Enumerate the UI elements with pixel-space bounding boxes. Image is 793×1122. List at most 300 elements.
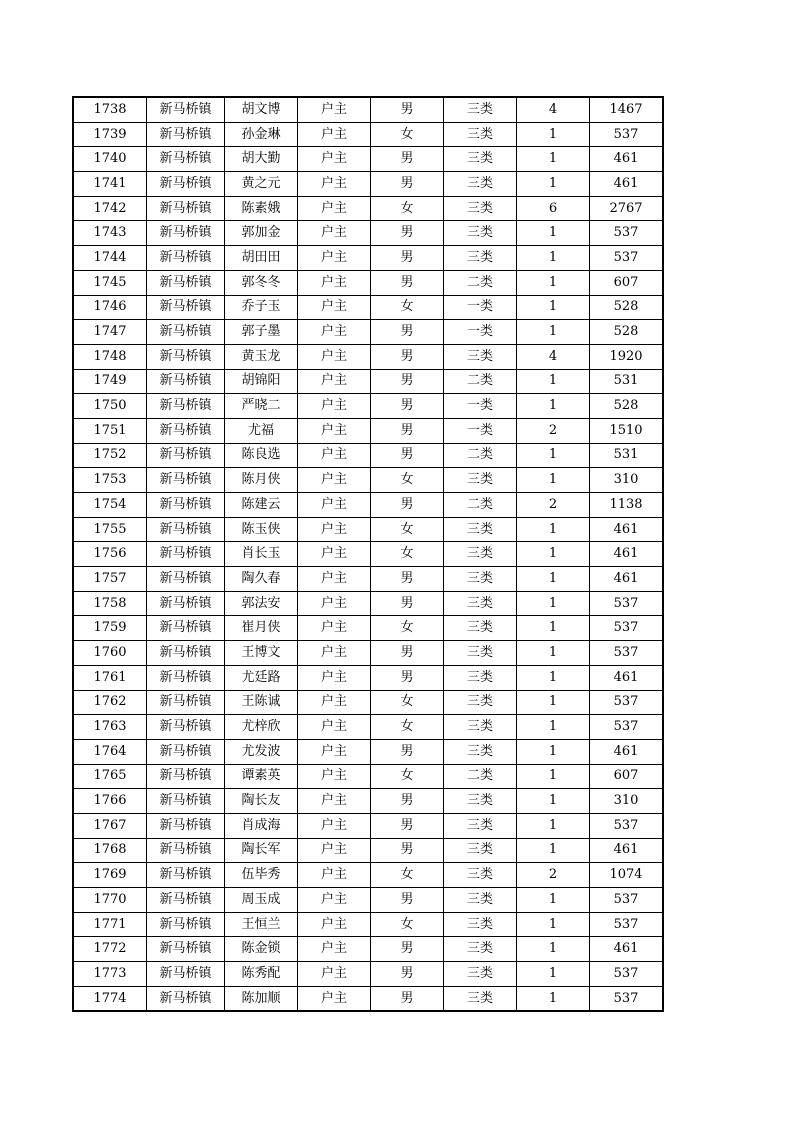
category-cell: 三类 xyxy=(444,221,517,246)
row-number-cell: 1747 xyxy=(73,320,147,345)
town-cell: 新马桥镇 xyxy=(147,97,225,122)
amount-cell: 531 xyxy=(590,443,664,468)
gender-cell: 男 xyxy=(371,443,444,468)
gender-cell: 女 xyxy=(371,122,444,147)
table-row xyxy=(73,715,663,740)
table-row xyxy=(73,394,663,419)
table-row xyxy=(73,739,663,764)
table-row xyxy=(73,221,663,246)
town-cell: 新马桥镇 xyxy=(147,394,225,419)
row-number-cell: 1738 xyxy=(73,97,147,122)
category-cell: 一类 xyxy=(444,418,517,443)
amount-cell: 461 xyxy=(590,147,664,172)
household-size-cell: 1 xyxy=(517,813,590,838)
table-row xyxy=(73,863,663,888)
gender-cell: 男 xyxy=(371,344,444,369)
relation-cell: 户主 xyxy=(298,172,371,197)
row-number-cell: 1768 xyxy=(73,838,147,863)
amount-cell: 1074 xyxy=(590,863,664,888)
gender-cell: 男 xyxy=(371,493,444,518)
relation-cell: 户主 xyxy=(298,320,371,345)
town-cell: 新马桥镇 xyxy=(147,813,225,838)
row-number-cell: 1758 xyxy=(73,591,147,616)
relation-cell: 户主 xyxy=(298,986,371,1011)
row-number-cell: 1772 xyxy=(73,937,147,962)
gender-cell: 男 xyxy=(371,838,444,863)
row-number-cell: 1753 xyxy=(73,468,147,493)
relation-cell: 户主 xyxy=(298,196,371,221)
category-cell: 三类 xyxy=(444,789,517,814)
row-number-cell: 1743 xyxy=(73,221,147,246)
row-number-cell: 1746 xyxy=(73,295,147,320)
gender-cell: 男 xyxy=(371,937,444,962)
town-cell: 新马桥镇 xyxy=(147,295,225,320)
amount-cell: 461 xyxy=(590,739,664,764)
relation-cell: 户主 xyxy=(298,344,371,369)
amount-cell: 537 xyxy=(590,246,664,271)
household-size-cell: 1 xyxy=(517,764,590,789)
row-number-cell: 1750 xyxy=(73,394,147,419)
name-cell: 郭加金 xyxy=(225,221,298,246)
relation-cell: 户主 xyxy=(298,813,371,838)
row-number-cell: 1754 xyxy=(73,493,147,518)
relation-cell: 户主 xyxy=(298,690,371,715)
town-cell: 新马桥镇 xyxy=(147,517,225,542)
table-row xyxy=(73,665,663,690)
town-cell: 新马桥镇 xyxy=(147,616,225,641)
category-cell: 三类 xyxy=(444,888,517,913)
relation-cell: 户主 xyxy=(298,715,371,740)
category-cell: 三类 xyxy=(444,542,517,567)
household-size-cell: 2 xyxy=(517,493,590,518)
household-size-cell: 1 xyxy=(517,739,590,764)
town-cell: 新马桥镇 xyxy=(147,443,225,468)
name-cell: 黄玉龙 xyxy=(225,344,298,369)
relation-cell: 户主 xyxy=(298,863,371,888)
town-cell: 新马桥镇 xyxy=(147,665,225,690)
amount-cell: 1138 xyxy=(590,493,664,518)
gender-cell: 男 xyxy=(371,986,444,1011)
table-row xyxy=(73,690,663,715)
category-cell: 三类 xyxy=(444,715,517,740)
category-cell: 一类 xyxy=(444,394,517,419)
name-cell: 郭法安 xyxy=(225,591,298,616)
gender-cell: 女 xyxy=(371,542,444,567)
name-cell: 尤福 xyxy=(225,418,298,443)
name-cell: 陈金锁 xyxy=(225,937,298,962)
table-row xyxy=(73,468,663,493)
amount-cell: 537 xyxy=(590,986,664,1011)
relation-cell: 户主 xyxy=(298,591,371,616)
name-cell: 胡锦阳 xyxy=(225,369,298,394)
relation-cell: 户主 xyxy=(298,764,371,789)
household-size-cell: 2 xyxy=(517,418,590,443)
household-size-cell: 1 xyxy=(517,567,590,592)
table-row xyxy=(73,641,663,666)
table-row xyxy=(73,838,663,863)
table-row xyxy=(73,320,663,345)
town-cell: 新马桥镇 xyxy=(147,567,225,592)
town-cell: 新马桥镇 xyxy=(147,641,225,666)
relation-cell: 户主 xyxy=(298,295,371,320)
relation-cell: 户主 xyxy=(298,641,371,666)
name-cell: 黄之元 xyxy=(225,172,298,197)
town-cell: 新马桥镇 xyxy=(147,369,225,394)
household-size-cell: 1 xyxy=(517,937,590,962)
category-cell: 三类 xyxy=(444,468,517,493)
table-row xyxy=(73,591,663,616)
category-cell: 三类 xyxy=(444,813,517,838)
household-size-cell: 4 xyxy=(517,344,590,369)
amount-cell: 537 xyxy=(590,641,664,666)
table-row xyxy=(73,888,663,913)
category-cell: 二类 xyxy=(444,493,517,518)
town-cell: 新马桥镇 xyxy=(147,986,225,1011)
gender-cell: 女 xyxy=(371,863,444,888)
gender-cell: 男 xyxy=(371,641,444,666)
amount-cell: 528 xyxy=(590,394,664,419)
relation-cell: 户主 xyxy=(298,888,371,913)
household-size-cell: 1 xyxy=(517,295,590,320)
relation-cell: 户主 xyxy=(298,739,371,764)
amount-cell: 537 xyxy=(590,715,664,740)
row-number-cell: 1773 xyxy=(73,962,147,987)
relation-cell: 户主 xyxy=(298,246,371,271)
household-size-cell: 1 xyxy=(517,641,590,666)
town-cell: 新马桥镇 xyxy=(147,764,225,789)
table-row xyxy=(73,986,663,1011)
household-size-cell: 1 xyxy=(517,888,590,913)
name-cell: 乔子玉 xyxy=(225,295,298,320)
gender-cell: 男 xyxy=(371,665,444,690)
row-number-cell: 1771 xyxy=(73,912,147,937)
name-cell: 陶长友 xyxy=(225,789,298,814)
category-cell: 三类 xyxy=(444,196,517,221)
relation-cell: 户主 xyxy=(298,517,371,542)
name-cell: 周玉成 xyxy=(225,888,298,913)
amount-cell: 461 xyxy=(590,665,664,690)
gender-cell: 男 xyxy=(371,147,444,172)
name-cell: 尤廷路 xyxy=(225,665,298,690)
row-number-cell: 1763 xyxy=(73,715,147,740)
relation-cell: 户主 xyxy=(298,616,371,641)
town-cell: 新马桥镇 xyxy=(147,320,225,345)
name-cell: 王陈诚 xyxy=(225,690,298,715)
town-cell: 新马桥镇 xyxy=(147,172,225,197)
row-number-cell: 1774 xyxy=(73,986,147,1011)
row-number-cell: 1751 xyxy=(73,418,147,443)
table-row xyxy=(73,542,663,567)
town-cell: 新马桥镇 xyxy=(147,789,225,814)
name-cell: 谭素英 xyxy=(225,764,298,789)
row-number-cell: 1749 xyxy=(73,369,147,394)
gender-cell: 男 xyxy=(371,813,444,838)
town-cell: 新马桥镇 xyxy=(147,246,225,271)
town-cell: 新马桥镇 xyxy=(147,196,225,221)
category-cell: 一类 xyxy=(444,295,517,320)
amount-cell: 537 xyxy=(590,888,664,913)
table-row xyxy=(73,616,663,641)
household-table xyxy=(72,96,664,1012)
category-cell: 三类 xyxy=(444,172,517,197)
category-cell: 三类 xyxy=(444,567,517,592)
category-cell: 三类 xyxy=(444,591,517,616)
relation-cell: 户主 xyxy=(298,838,371,863)
household-size-cell: 1 xyxy=(517,270,590,295)
category-cell: 三类 xyxy=(444,147,517,172)
household-size-cell: 1 xyxy=(517,246,590,271)
row-number-cell: 1752 xyxy=(73,443,147,468)
relation-cell: 户主 xyxy=(298,542,371,567)
table-row xyxy=(73,418,663,443)
household-size-cell: 1 xyxy=(517,369,590,394)
amount-cell: 531 xyxy=(590,369,664,394)
household-size-cell: 1 xyxy=(517,320,590,345)
name-cell: 郭冬冬 xyxy=(225,270,298,295)
relation-cell: 户主 xyxy=(298,270,371,295)
name-cell: 崔月侠 xyxy=(225,616,298,641)
town-cell: 新马桥镇 xyxy=(147,912,225,937)
town-cell: 新马桥镇 xyxy=(147,937,225,962)
category-cell: 三类 xyxy=(444,912,517,937)
row-number-cell: 1769 xyxy=(73,863,147,888)
household-size-cell: 1 xyxy=(517,665,590,690)
household-size-cell: 1 xyxy=(517,912,590,937)
amount-cell: 537 xyxy=(590,122,664,147)
gender-cell: 男 xyxy=(371,369,444,394)
amount-cell: 537 xyxy=(590,591,664,616)
household-size-cell: 1 xyxy=(517,789,590,814)
row-number-cell: 1770 xyxy=(73,888,147,913)
amount-cell: 607 xyxy=(590,270,664,295)
name-cell: 陈玉侠 xyxy=(225,517,298,542)
name-cell: 严晓二 xyxy=(225,394,298,419)
row-number-cell: 1757 xyxy=(73,567,147,592)
town-cell: 新马桥镇 xyxy=(147,122,225,147)
town-cell: 新马桥镇 xyxy=(147,838,225,863)
town-cell: 新马桥镇 xyxy=(147,962,225,987)
household-size-cell: 1 xyxy=(517,172,590,197)
name-cell: 陈良选 xyxy=(225,443,298,468)
town-cell: 新马桥镇 xyxy=(147,888,225,913)
amount-cell: 461 xyxy=(590,542,664,567)
table-row xyxy=(73,493,663,518)
gender-cell: 男 xyxy=(371,221,444,246)
relation-cell: 户主 xyxy=(298,221,371,246)
household-size-cell: 1 xyxy=(517,443,590,468)
town-cell: 新马桥镇 xyxy=(147,591,225,616)
household-size-cell: 4 xyxy=(517,97,590,122)
gender-cell: 女 xyxy=(371,517,444,542)
amount-cell: 537 xyxy=(590,912,664,937)
category-cell: 三类 xyxy=(444,246,517,271)
table-row xyxy=(73,813,663,838)
relation-cell: 户主 xyxy=(298,369,371,394)
row-number-cell: 1741 xyxy=(73,172,147,197)
household-size-cell: 1 xyxy=(517,715,590,740)
category-cell: 三类 xyxy=(444,665,517,690)
amount-cell: 461 xyxy=(590,937,664,962)
category-cell: 二类 xyxy=(444,369,517,394)
name-cell: 孙金琳 xyxy=(225,122,298,147)
household-size-cell: 1 xyxy=(517,147,590,172)
amount-cell: 461 xyxy=(590,838,664,863)
amount-cell: 537 xyxy=(590,221,664,246)
gender-cell: 女 xyxy=(371,764,444,789)
row-number-cell: 1764 xyxy=(73,739,147,764)
row-number-cell: 1739 xyxy=(73,122,147,147)
row-number-cell: 1755 xyxy=(73,517,147,542)
amount-cell: 537 xyxy=(590,616,664,641)
town-cell: 新马桥镇 xyxy=(147,863,225,888)
household-size-cell: 1 xyxy=(517,690,590,715)
name-cell: 伍毕秀 xyxy=(225,863,298,888)
table-row xyxy=(73,295,663,320)
amount-cell: 537 xyxy=(590,813,664,838)
category-cell: 二类 xyxy=(444,270,517,295)
name-cell: 陈月侠 xyxy=(225,468,298,493)
household-size-cell: 1 xyxy=(517,542,590,567)
table-row xyxy=(73,937,663,962)
row-number-cell: 1765 xyxy=(73,764,147,789)
amount-cell: 461 xyxy=(590,172,664,197)
row-number-cell: 1762 xyxy=(73,690,147,715)
row-number-cell: 1740 xyxy=(73,147,147,172)
row-number-cell: 1744 xyxy=(73,246,147,271)
amount-cell: 461 xyxy=(590,517,664,542)
gender-cell: 男 xyxy=(371,418,444,443)
category-cell: 二类 xyxy=(444,764,517,789)
household-size-cell: 1 xyxy=(517,221,590,246)
name-cell: 陈加顺 xyxy=(225,986,298,1011)
table-body xyxy=(73,97,663,1011)
household-size-cell: 1 xyxy=(517,591,590,616)
household-size-cell: 1 xyxy=(517,122,590,147)
category-cell: 三类 xyxy=(444,616,517,641)
amount-cell: 1920 xyxy=(590,344,664,369)
name-cell: 胡大勤 xyxy=(225,147,298,172)
relation-cell: 户主 xyxy=(298,665,371,690)
relation-cell: 户主 xyxy=(298,912,371,937)
town-cell: 新马桥镇 xyxy=(147,344,225,369)
category-cell: 三类 xyxy=(444,344,517,369)
name-cell: 陈素娥 xyxy=(225,196,298,221)
gender-cell: 男 xyxy=(371,789,444,814)
name-cell: 陶久春 xyxy=(225,567,298,592)
gender-cell: 女 xyxy=(371,468,444,493)
amount-cell: 607 xyxy=(590,764,664,789)
name-cell: 王恒兰 xyxy=(225,912,298,937)
category-cell: 二类 xyxy=(444,443,517,468)
table-row xyxy=(73,122,663,147)
name-cell: 陶长军 xyxy=(225,838,298,863)
row-number-cell: 1745 xyxy=(73,270,147,295)
name-cell: 尤梓欣 xyxy=(225,715,298,740)
name-cell: 肖长玉 xyxy=(225,542,298,567)
row-number-cell: 1748 xyxy=(73,344,147,369)
relation-cell: 户主 xyxy=(298,122,371,147)
town-cell: 新马桥镇 xyxy=(147,493,225,518)
name-cell: 陈秀配 xyxy=(225,962,298,987)
relation-cell: 户主 xyxy=(298,443,371,468)
town-cell: 新马桥镇 xyxy=(147,468,225,493)
table-row xyxy=(73,369,663,394)
town-cell: 新马桥镇 xyxy=(147,270,225,295)
household-size-cell: 1 xyxy=(517,838,590,863)
table-row xyxy=(73,97,663,122)
amount-cell: 310 xyxy=(590,789,664,814)
amount-cell: 537 xyxy=(590,690,664,715)
amount-cell: 537 xyxy=(590,962,664,987)
town-cell: 新马桥镇 xyxy=(147,715,225,740)
gender-cell: 女 xyxy=(371,616,444,641)
town-cell: 新马桥镇 xyxy=(147,221,225,246)
category-cell: 三类 xyxy=(444,937,517,962)
name-cell: 胡田田 xyxy=(225,246,298,271)
household-size-cell: 1 xyxy=(517,962,590,987)
gender-cell: 女 xyxy=(371,715,444,740)
table-row xyxy=(73,912,663,937)
relation-cell: 户主 xyxy=(298,567,371,592)
town-cell: 新马桥镇 xyxy=(147,418,225,443)
household-size-cell: 1 xyxy=(517,394,590,419)
name-cell: 郭子墨 xyxy=(225,320,298,345)
gender-cell: 男 xyxy=(371,97,444,122)
name-cell: 胡文博 xyxy=(225,97,298,122)
relation-cell: 户主 xyxy=(298,962,371,987)
name-cell: 陈建云 xyxy=(225,493,298,518)
category-cell: 三类 xyxy=(444,986,517,1011)
category-cell: 三类 xyxy=(444,863,517,888)
relation-cell: 户主 xyxy=(298,789,371,814)
amount-cell: 528 xyxy=(590,320,664,345)
gender-cell: 男 xyxy=(371,320,444,345)
gender-cell: 男 xyxy=(371,567,444,592)
amount-cell: 2767 xyxy=(590,196,664,221)
relation-cell: 户主 xyxy=(298,147,371,172)
name-cell: 肖成海 xyxy=(225,813,298,838)
gender-cell: 女 xyxy=(371,912,444,937)
relation-cell: 户主 xyxy=(298,468,371,493)
table-row xyxy=(73,962,663,987)
category-cell: 三类 xyxy=(444,739,517,764)
row-number-cell: 1760 xyxy=(73,641,147,666)
gender-cell: 男 xyxy=(371,888,444,913)
category-cell: 三类 xyxy=(444,122,517,147)
table-row xyxy=(73,196,663,221)
gender-cell: 男 xyxy=(371,270,444,295)
category-cell: 三类 xyxy=(444,641,517,666)
category-cell: 三类 xyxy=(444,517,517,542)
amount-cell: 528 xyxy=(590,295,664,320)
household-size-cell: 6 xyxy=(517,196,590,221)
table-row xyxy=(73,443,663,468)
table-row xyxy=(73,517,663,542)
town-cell: 新马桥镇 xyxy=(147,690,225,715)
gender-cell: 女 xyxy=(371,196,444,221)
table-row xyxy=(73,147,663,172)
row-number-cell: 1759 xyxy=(73,616,147,641)
gender-cell: 男 xyxy=(371,591,444,616)
gender-cell: 男 xyxy=(371,394,444,419)
household-size-cell: 1 xyxy=(517,517,590,542)
town-cell: 新马桥镇 xyxy=(147,542,225,567)
relation-cell: 户主 xyxy=(298,394,371,419)
table-row xyxy=(73,344,663,369)
table-row xyxy=(73,172,663,197)
table-row xyxy=(73,567,663,592)
amount-cell: 1510 xyxy=(590,418,664,443)
